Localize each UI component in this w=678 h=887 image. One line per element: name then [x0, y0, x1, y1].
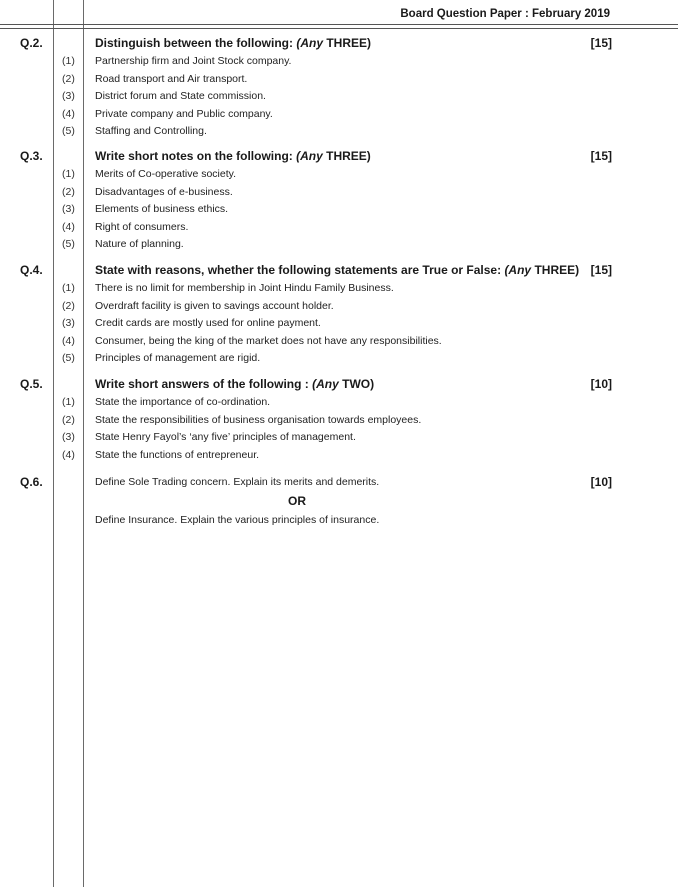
question-marks: [15] — [590, 149, 612, 163]
question-instruction: Write short answers of the following : (Any TWO) — [95, 377, 375, 391]
list-item: (4) Consumer, being the king of the market does not have any responsibilities. — [62, 334, 442, 347]
question-marks: [15] — [590, 36, 612, 50]
question-number: Q.3. — [20, 149, 43, 163]
question-marks: [10] — [590, 475, 612, 489]
header-rule-top — [0, 24, 678, 25]
header-rule-bottom — [0, 28, 678, 29]
list-item: (2) Overdraft facility is given to savings account holder. — [62, 299, 334, 312]
question-text: Define Sole Trading concern. Explain its merits and demerits. — [95, 476, 380, 488]
list-item: (3) Elements of business ethics. — [62, 203, 229, 215]
question-number: Q.6. — [20, 475, 43, 489]
question-instruction: State with reasons, whether the following statements are True or False: (Any THREE) — [95, 263, 580, 277]
list-item: (5) Nature of planning. — [62, 238, 184, 250]
list-item: (3) Credit cards are mostly used for online payment. — [62, 317, 321, 329]
list-item: (5) Principles of management are rigid. — [62, 352, 261, 364]
list-item: (4) State the functions of entrepreneur. — [62, 448, 260, 461]
list-item: (4) Right of consumers. — [62, 220, 189, 233]
list-item: (1) State the importance of co-ordination. — [62, 396, 271, 408]
list-item: (3) State Henry Fayol’s ‘any five’ principles of management. — [62, 431, 356, 443]
list-item: (1) There is no limit for membership in Joint Hindu Family Business. — [62, 282, 394, 294]
question-text-alternative: Define Insurance. Explain the various principles of insurance. — [95, 514, 380, 526]
question-number: Q.5. — [20, 377, 43, 391]
list-item: (3) District forum and State commission. — [62, 90, 266, 102]
list-item: (2) Road transport and Air transport. — [62, 72, 248, 85]
list-item: (4) Private company and Public company. — [62, 107, 273, 120]
question-number: Q.4. — [20, 263, 43, 277]
question-marks: [10] — [590, 377, 612, 391]
list-item: (2) State the responsibilities of business organisation towards employees. — [62, 413, 422, 426]
list-item: (1) Merits of Co-operative society. — [62, 168, 237, 180]
list-item: (2) Disadvantages of e-business. — [62, 185, 233, 198]
page-header: Board Question Paper : February 2019 — [400, 8, 610, 20]
question-instruction: Distinguish between the following: (Any THREE) — [95, 36, 371, 50]
or-separator: OR — [288, 494, 306, 508]
question-marks: [15] — [590, 263, 612, 277]
list-item: (1) Partnership firm and Joint Stock company. — [62, 55, 292, 67]
question-instruction: Write short notes on the following: (Any THREE) — [95, 149, 371, 163]
question-number: Q.2. — [20, 36, 43, 50]
list-item: (5) Staffing and Controlling. — [62, 125, 207, 137]
